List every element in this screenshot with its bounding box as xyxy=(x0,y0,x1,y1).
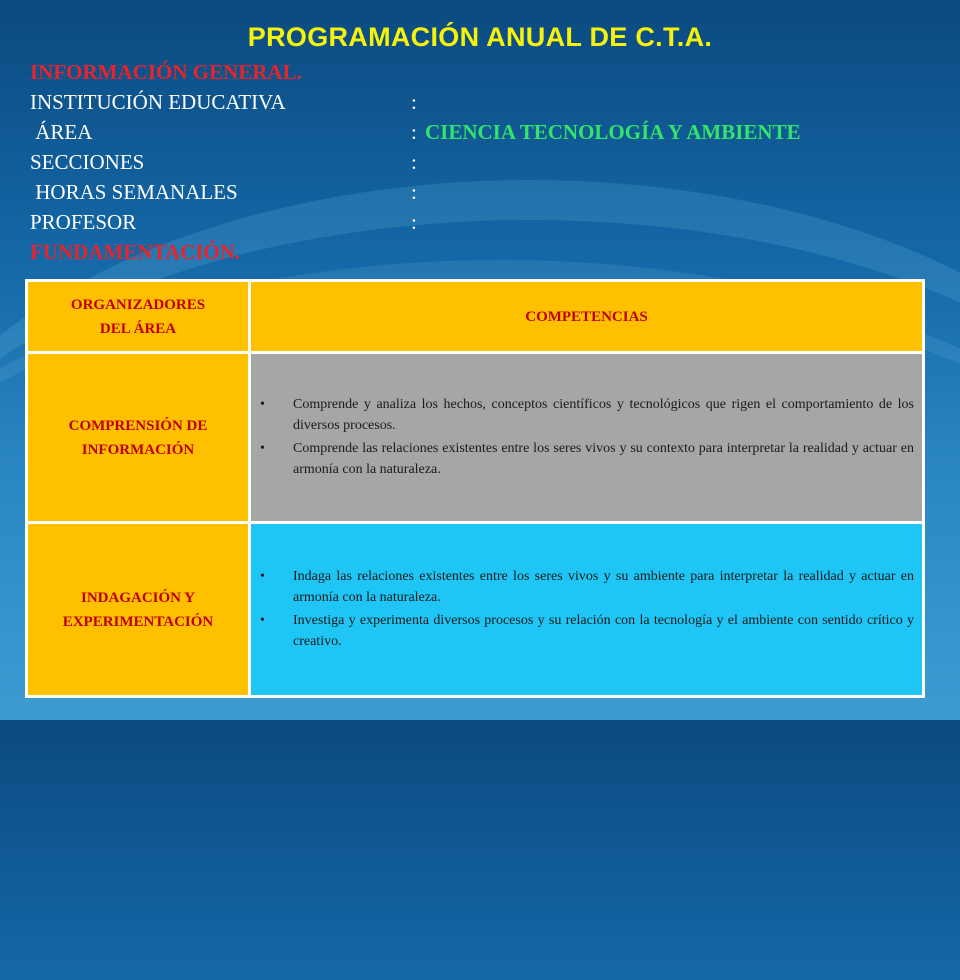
page-title: PROGRAMACIÓN ANUAL DE C.T.A. xyxy=(247,22,713,52)
fundamentacion-heading: FUNDAMENTACIÓN. xyxy=(30,240,241,264)
table-header-row xyxy=(27,281,924,353)
organizer-line1: COMPRENSIÓN DE xyxy=(68,417,208,434)
header-organizers-line2: DEL ÁREA xyxy=(99,320,177,337)
competencies-list xyxy=(251,566,922,652)
header-organizers-line1: ORGANIZADORES xyxy=(70,296,206,313)
table-row xyxy=(27,353,924,523)
header-competencies: COMPETENCIAS xyxy=(525,308,648,325)
organizer-line2: EXPERIMENTACIÓN xyxy=(62,613,214,630)
info-row-area xyxy=(30,117,930,147)
competency-text: Comprende y analiza los hechos, conceptos científicos y tecnológicos que rigen el comportamiento de los diversos procesos. xyxy=(293,396,914,433)
general-info-heading-row xyxy=(30,57,930,87)
header-cell-organizers xyxy=(27,281,250,353)
table-row xyxy=(27,523,924,697)
info-label: ÁREA xyxy=(30,120,93,144)
competency-text: Investiga y experimenta diversos procesos y su relación con la tecnología y el ambiente con sentido crítico y creativo. xyxy=(293,612,914,649)
competency-item xyxy=(260,610,914,652)
info-row-teacher xyxy=(30,207,930,237)
competency-item xyxy=(260,438,914,480)
competencies-list xyxy=(251,394,922,480)
info-label: PROFESOR xyxy=(30,210,137,234)
info-colon: : xyxy=(411,120,417,144)
competencies-table xyxy=(25,279,925,698)
info-row-sections xyxy=(30,147,930,177)
fundamentacion-heading-row xyxy=(30,237,930,267)
info-label: SECCIONES xyxy=(30,150,145,174)
info-colon: : xyxy=(411,150,417,174)
competency-text: Indaga las relaciones existentes entre los seres vivos y su ambiente para interpretar la realidad y actuar en armonía con la naturaleza. xyxy=(293,568,914,605)
competency-text: Comprende las relaciones existentes entre los seres vivos y su contexto para interpretar la realidad y actuar en armonía con la naturaleza. xyxy=(293,440,914,477)
bullet-icon: • xyxy=(260,612,265,628)
info-value: CIENCIA TECNOLOGÍA Y AMBIENTE xyxy=(425,120,801,144)
competencies-cell xyxy=(250,353,924,523)
competency-item xyxy=(260,394,914,436)
competency-item xyxy=(260,566,914,608)
competencies-cell xyxy=(250,523,924,697)
info-colon: : xyxy=(411,180,417,204)
info-label: INSTITUCIÓN EDUCATIVA xyxy=(30,90,286,114)
organizer-cell xyxy=(27,353,250,523)
general-info-heading: INFORMACIÓN GENERAL. xyxy=(30,60,302,84)
info-colon: : xyxy=(411,90,417,114)
info-label: HORAS SEMANALES xyxy=(30,180,238,204)
bullet-icon: • xyxy=(260,440,265,456)
general-info-block xyxy=(30,57,930,267)
organizer-cell xyxy=(27,523,250,697)
header-cell-competencies xyxy=(250,281,924,353)
info-row-weekly-hours xyxy=(30,177,930,207)
info-colon: : xyxy=(411,210,417,234)
organizer-line2: INFORMACIÓN xyxy=(81,441,195,458)
bullet-icon: • xyxy=(260,396,265,412)
info-row-institution xyxy=(30,87,930,117)
bullet-icon: • xyxy=(260,568,265,584)
organizer-line1: INDAGACIÓN Y xyxy=(80,589,196,606)
